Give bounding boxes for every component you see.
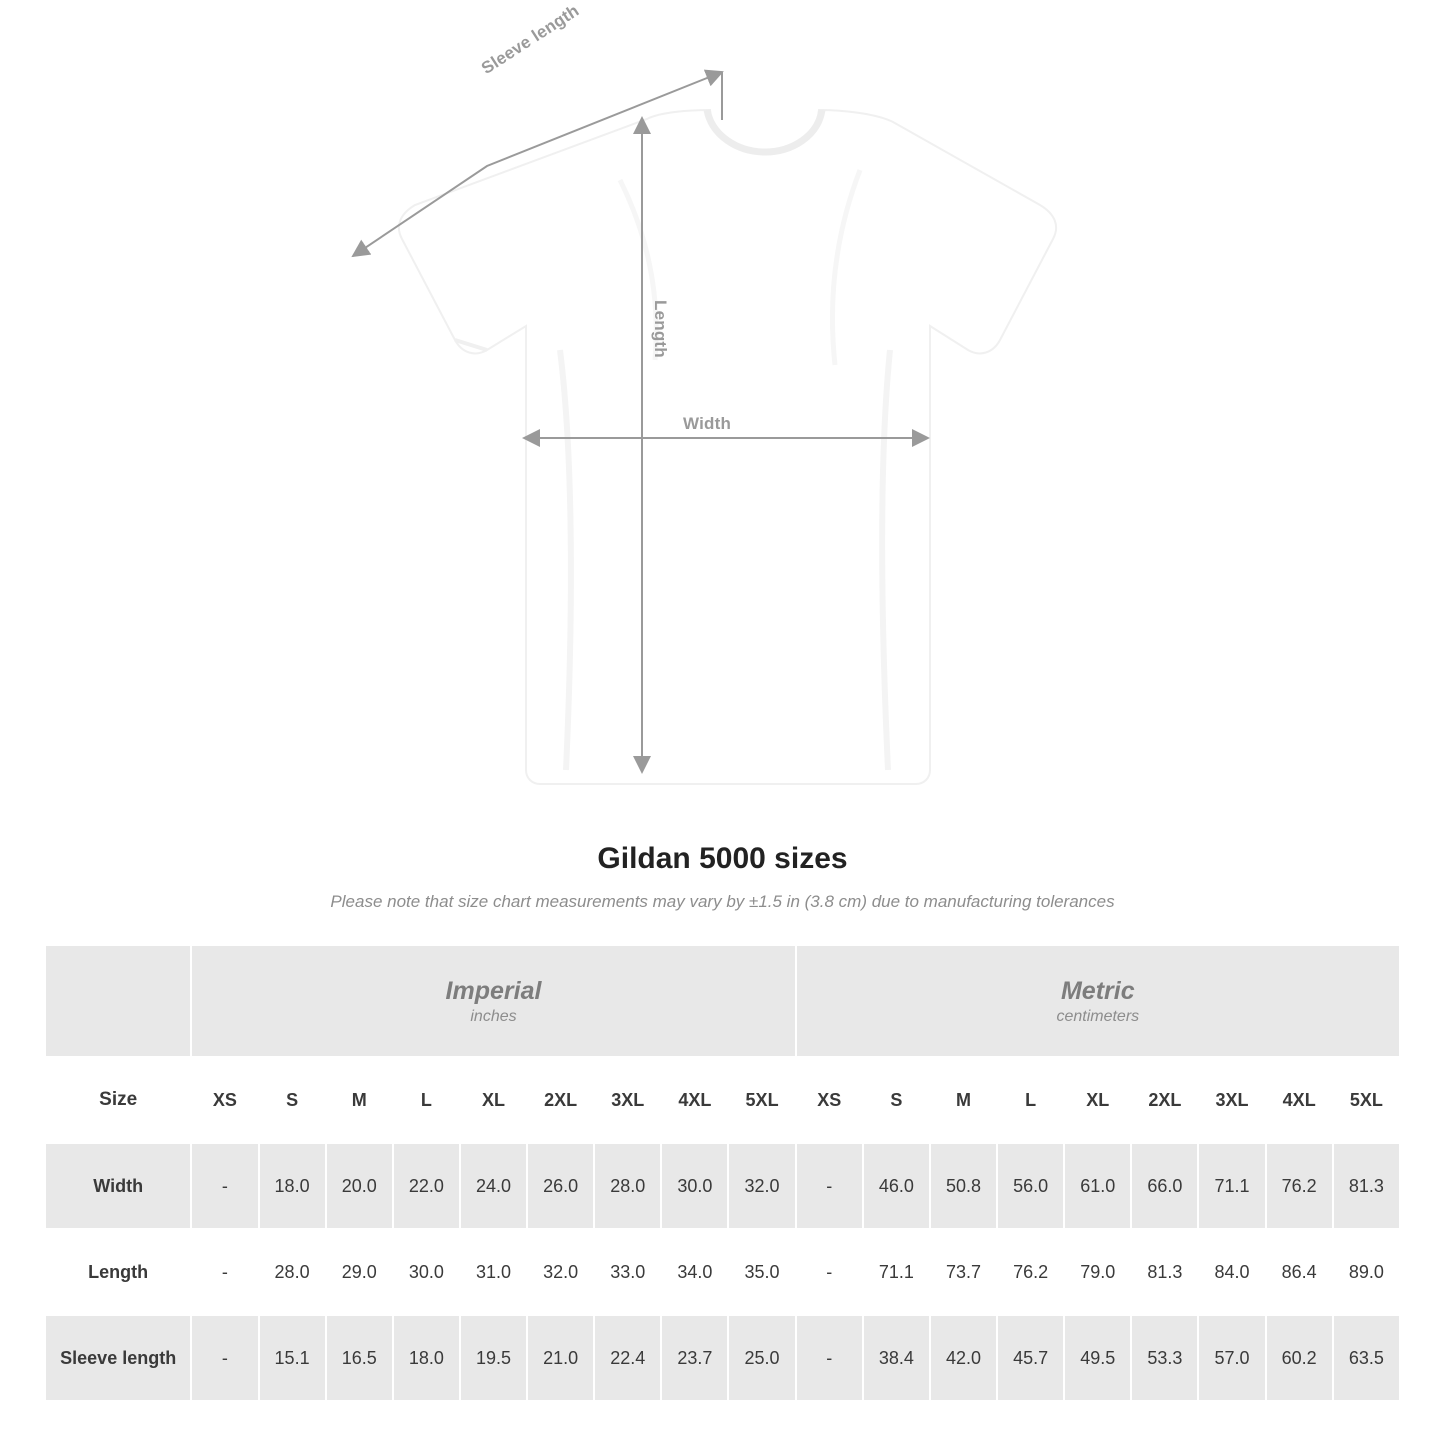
measurement-cell-metric: 61.0 bbox=[1064, 1143, 1131, 1229]
measurement-cell-imperial: 31.0 bbox=[460, 1229, 527, 1315]
measurement-cell-imperial: 32.0 bbox=[728, 1143, 795, 1229]
measurement-cell-imperial: 28.0 bbox=[594, 1143, 661, 1229]
size-header-cell: S bbox=[259, 1057, 326, 1143]
measurement-cell-metric: 79.0 bbox=[1064, 1229, 1131, 1315]
measurement-cell-imperial: 22.4 bbox=[594, 1315, 661, 1401]
measurement-cell-imperial: 35.0 bbox=[728, 1229, 795, 1315]
measurement-cell-metric: 73.7 bbox=[930, 1229, 997, 1315]
size-header-cell: XL bbox=[460, 1057, 527, 1143]
unit-header-metric bbox=[796, 945, 1400, 1057]
tolerance-note: Please note that size chart measurements may vary by ±1.5 in (3.8 cm) due to manufacturing tolerances bbox=[330, 892, 1115, 911]
measurement-cell-imperial: 25.0 bbox=[728, 1315, 795, 1401]
measurement-cell-imperial: 32.0 bbox=[527, 1229, 594, 1315]
measurement-cell-metric: 66.0 bbox=[1131, 1143, 1198, 1229]
measurement-cell-metric: 49.5 bbox=[1064, 1315, 1131, 1401]
size-header-cell: S bbox=[863, 1057, 930, 1143]
size-header-cell: L bbox=[393, 1057, 460, 1143]
measurement-cell-imperial: 26.0 bbox=[527, 1143, 594, 1229]
row-label: Length bbox=[45, 1229, 191, 1315]
size-header-cell: 5XL bbox=[1333, 1057, 1400, 1143]
measurement-cell-metric: - bbox=[796, 1229, 863, 1315]
measurement-cell-metric: 50.8 bbox=[930, 1143, 997, 1229]
measurement-cell-imperial: 18.0 bbox=[393, 1315, 460, 1401]
measurement-cell-metric: 76.2 bbox=[1266, 1143, 1333, 1229]
unit-header-imperial bbox=[191, 945, 795, 1057]
size-header-cell: M bbox=[930, 1057, 997, 1143]
size-header-cell: 4XL bbox=[1266, 1057, 1333, 1143]
size-header-row bbox=[45, 1057, 1400, 1143]
size-header-cell: 5XL bbox=[728, 1057, 795, 1143]
measurement-cell-metric: 86.4 bbox=[1266, 1229, 1333, 1315]
row-label: Sleeve length bbox=[45, 1315, 191, 1401]
size-header-cell: L bbox=[997, 1057, 1064, 1143]
unit-header-imperial-name: Imperial bbox=[445, 977, 542, 1006]
row-label: Width bbox=[45, 1143, 191, 1229]
measurement-cell-metric: 53.3 bbox=[1131, 1315, 1198, 1401]
measurement-cell-imperial: 19.5 bbox=[460, 1315, 527, 1401]
measurement-cell-metric: 57.0 bbox=[1198, 1315, 1265, 1401]
size-header-cell: XL bbox=[1064, 1057, 1131, 1143]
measurement-cell-metric: 45.7 bbox=[997, 1315, 1064, 1401]
unit-header-spacer bbox=[45, 945, 191, 1057]
measurement-cell-metric: 71.1 bbox=[1198, 1143, 1265, 1229]
measurement-cell-metric: 89.0 bbox=[1333, 1229, 1400, 1315]
length-label: Length bbox=[651, 300, 670, 358]
size-header-cell: XS bbox=[796, 1057, 863, 1143]
measurement-cell-metric: 60.2 bbox=[1266, 1315, 1333, 1401]
measurement-cell-imperial: 28.0 bbox=[259, 1229, 326, 1315]
size-header-cell: 3XL bbox=[1198, 1057, 1265, 1143]
measurement-cell-imperial: - bbox=[191, 1315, 258, 1401]
measurement-cell-metric: - bbox=[796, 1315, 863, 1401]
table-row bbox=[45, 1143, 1400, 1229]
page-title: Gildan 5000 sizes bbox=[597, 842, 848, 875]
measurement-cell-metric: 71.1 bbox=[863, 1229, 930, 1315]
measurement-cell-metric: 84.0 bbox=[1198, 1229, 1265, 1315]
unit-header-metric-name: Metric bbox=[1060, 977, 1135, 1006]
measurement-cell-metric: 76.2 bbox=[997, 1229, 1064, 1315]
measurement-cell-imperial: 29.0 bbox=[326, 1229, 393, 1315]
chart-header bbox=[0, 842, 1445, 912]
measurement-cell-metric: 46.0 bbox=[863, 1143, 930, 1229]
measurement-cell-imperial: 16.5 bbox=[326, 1315, 393, 1401]
measurement-cell-imperial: 24.0 bbox=[460, 1143, 527, 1229]
size-header-cell: M bbox=[326, 1057, 393, 1143]
measurement-cell-imperial: 23.7 bbox=[661, 1315, 728, 1401]
unit-header-imperial-sub: inches bbox=[470, 1007, 517, 1025]
measurement-cell-metric: 38.4 bbox=[863, 1315, 930, 1401]
measurement-cell-imperial: - bbox=[191, 1229, 258, 1315]
measurement-cell-metric: 81.3 bbox=[1333, 1143, 1400, 1229]
unit-header-metric-sub: centimeters bbox=[1056, 1007, 1140, 1025]
measurement-cell-imperial: 30.0 bbox=[393, 1229, 460, 1315]
measurement-cell-metric: 63.5 bbox=[1333, 1315, 1400, 1401]
unit-header-row bbox=[45, 945, 1400, 1057]
measurement-cell-imperial: 33.0 bbox=[594, 1229, 661, 1315]
measurement-cell-imperial: 22.0 bbox=[393, 1143, 460, 1229]
measurement-cell-metric: 56.0 bbox=[997, 1143, 1064, 1229]
size-chart-table bbox=[44, 944, 1401, 1402]
measurement-cell-metric: 42.0 bbox=[930, 1315, 997, 1401]
table-row bbox=[45, 1315, 1400, 1401]
sleeve-length-label: Sleeve length bbox=[478, 0, 583, 78]
size-header-cell: XS bbox=[191, 1057, 258, 1143]
size-chart-table-wrapper bbox=[0, 944, 1445, 1402]
measurement-cell-metric: - bbox=[796, 1143, 863, 1229]
measurement-cell-imperial: 18.0 bbox=[259, 1143, 326, 1229]
measurement-cell-imperial: 20.0 bbox=[326, 1143, 393, 1229]
table-row bbox=[45, 1229, 1400, 1315]
measurement-cell-imperial: 21.0 bbox=[527, 1315, 594, 1401]
size-header-cell: 2XL bbox=[1131, 1057, 1198, 1143]
measurement-cell-imperial: - bbox=[191, 1143, 258, 1229]
size-header-cell: 4XL bbox=[661, 1057, 728, 1143]
measurement-cell-imperial: 30.0 bbox=[661, 1143, 728, 1229]
size-header-cell: 3XL bbox=[594, 1057, 661, 1143]
measurement-cell-imperial: 15.1 bbox=[259, 1315, 326, 1401]
measurement-cell-imperial: 34.0 bbox=[661, 1229, 728, 1315]
width-label: Width bbox=[683, 414, 732, 433]
size-column-header: Size bbox=[45, 1057, 191, 1143]
tshirt-shape bbox=[399, 110, 1056, 784]
measurement-cell-metric: 81.3 bbox=[1131, 1229, 1198, 1315]
size-header-cell: 2XL bbox=[527, 1057, 594, 1143]
